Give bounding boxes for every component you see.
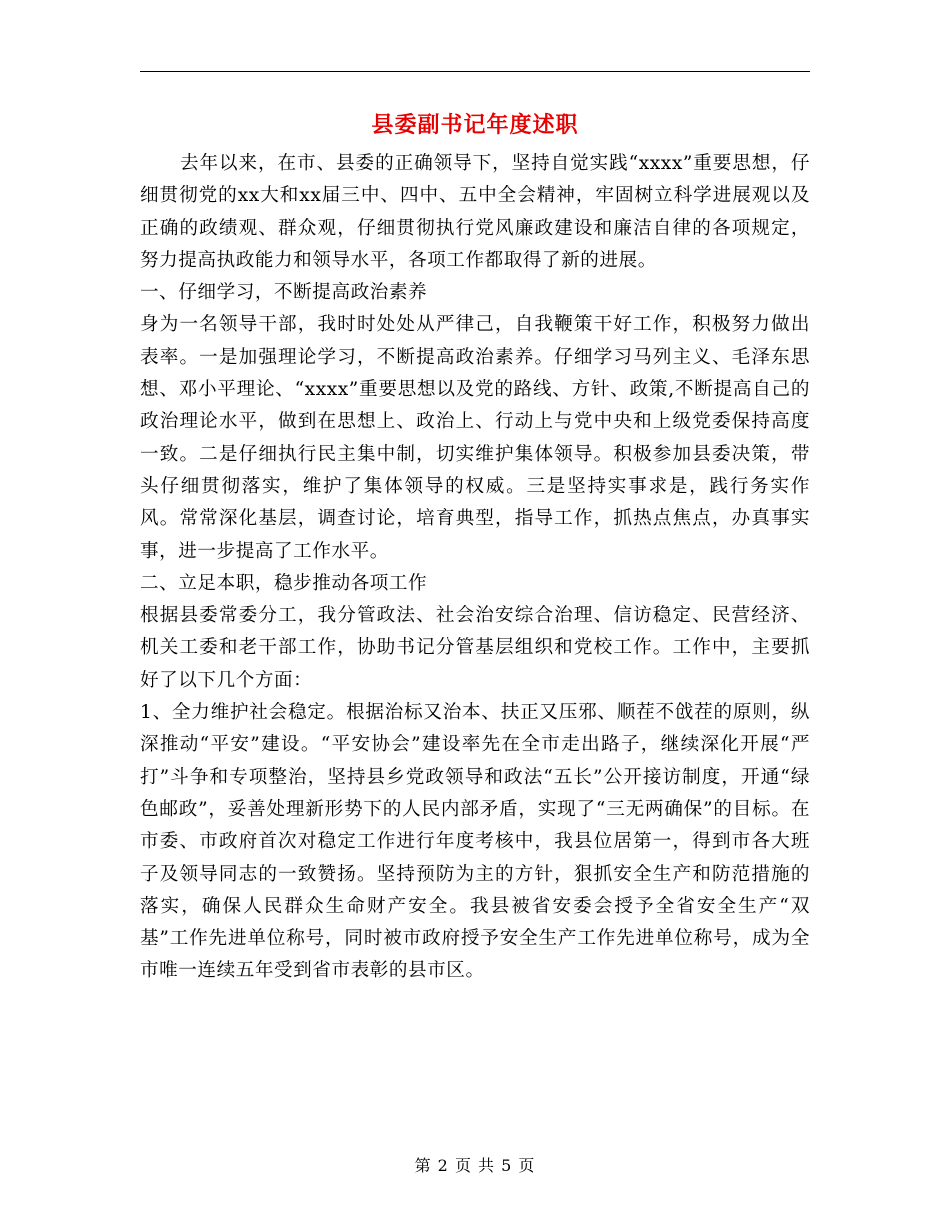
section-heading-1: 一、仔细学习，不断提高政治素养	[140, 282, 428, 304]
document-title: 县委副书记年度述职	[371, 112, 579, 138]
item-1-paragraph: 1、全力维护社会稳定。根据治标又治本、扶正又压邪、顺茬不戗茬的原则，纵深推动“平安”建设。“平安协会”建设率先在全市走出路子，继续深化开展“严打”斗争和专项整治，坚持县乡党政领导和政法“五长”公开接访制度，开通“绿色邮政”，妥善处理新形势下的人民内部矛盾，实现了“三无两确保”的目标。在市委、市政府首次对稳定工作进行年度考核中，我县位居第一，得到市各大班子及领导同志的一致赞扬。坚持预防为主的方针，狠抓安全生产和防范措施的落实，确保人民群众生命财产安全。我县被省安委会授予全省安全生产“双基”工作先进单位称号，同时被市政府授予安全生产工作先进单位称号，成为全市唯一连续五年受到省市表彰的县市区。	[140, 702, 810, 982]
document-body	[140, 148, 810, 988]
header-rule	[140, 71, 810, 72]
section-heading-2: 二、立足本职，稳步推动各项工作	[140, 572, 428, 594]
section-2-paragraph: 根据县委常委分工，我分管政法、社会治安综合治理、信访稳定、民营经济、机关工委和老干部工作，协助书记分管基层组织和党校工作。工作中，主要抓好了以下几个方面：	[140, 605, 810, 691]
intro-paragraph: 去年以来，在市、县委的正确领导下，坚持自觉实践“xxxx”重要思想，仔细贯彻党的xx大和xx届三中、四中、五中全会精神，牢固树立科学进展观以及正确的政绩观、群众观，仔细贯彻执行党风廉政建设和廉洁自律的各项规定，努力提高执政能力和领导水平，各项工作都取得了新的进展。	[140, 153, 810, 271]
page-number: 第 2 页 共 5 页	[414, 1156, 536, 1175]
section-1-paragraph: 身为一名领导干部，我时时处处从严律己，自我鞭策干好工作，积极努力做出表率。一是加强理论学习，不断提高政治素养。仔细学习马列主义、毛泽东思想、邓小平理论、“xxxx”重要思想以及党的路线、方针、政策,不断提高自己的政治理论水平，做到在思想上、政治上、行动上与党中央和上级党委保持高度一致。二是仔细执行民主集中制，切实维护集体领导。积极参加县委决策，带头仔细贯彻落实，维护了集体领导的权威。三是坚持实事求是，践行务实作风。常常深化基层，调查讨论，培育典型，指导工作，抓热点焦点，办真事实事，进一步提高了工作水平。	[140, 314, 810, 562]
